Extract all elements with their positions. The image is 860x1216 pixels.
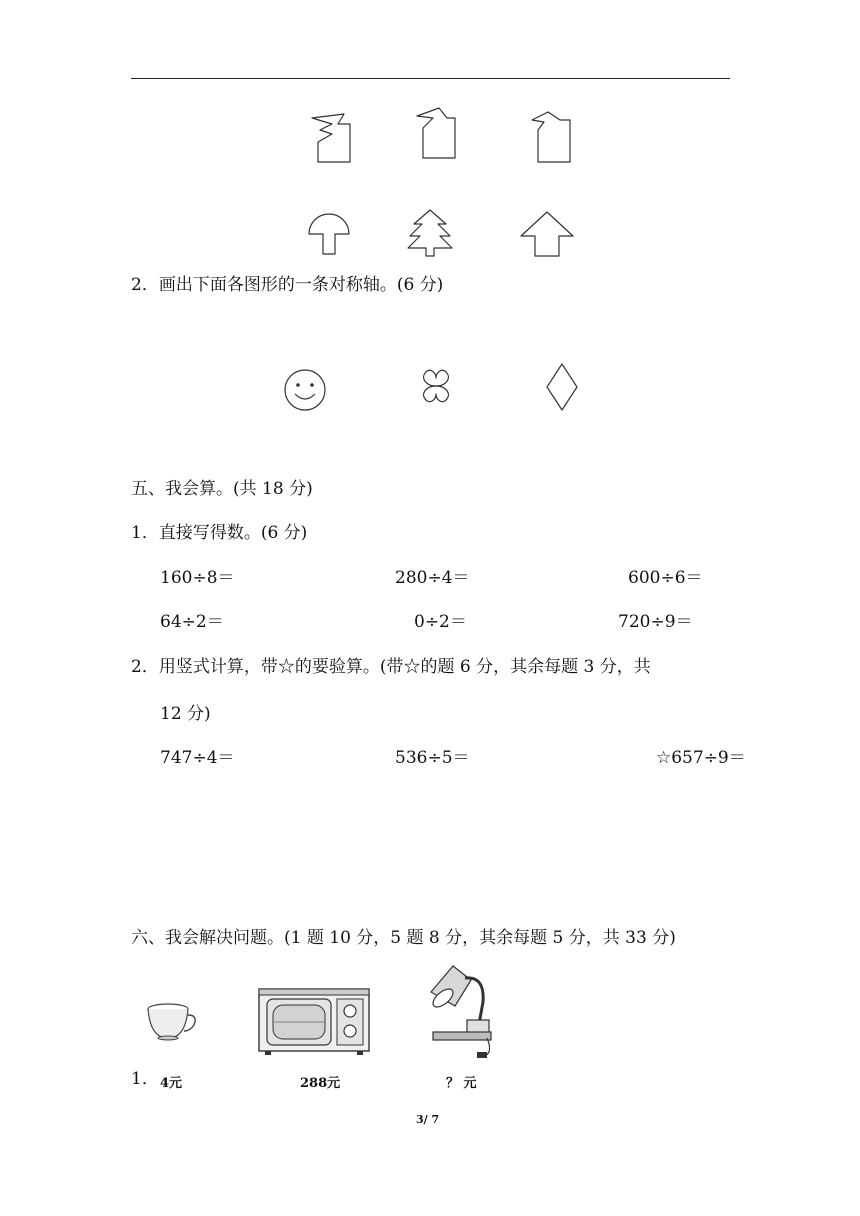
calc-item: 64÷2＝ <box>160 612 224 632</box>
section-5-q2-label: 2．用竖式计算，带☆的要验算。(带☆的题 6 分，其余每题 3 分，共 <box>131 657 651 677</box>
desk-lamp-icon <box>427 962 499 1062</box>
mushroom-shape-icon <box>307 212 351 256</box>
folded-shape-icon <box>308 112 354 166</box>
calc-item: 600÷6＝ <box>628 568 703 588</box>
price-label: 4元 <box>160 1076 183 1091</box>
section-5-q1-label: 1．直接写得数。(6 分) <box>131 523 308 543</box>
calc-item: 720÷9＝ <box>618 612 693 632</box>
clover-icon <box>414 366 458 406</box>
long-division-item: 536÷5＝ <box>395 748 470 768</box>
header-rule <box>131 78 730 79</box>
microwave-icon <box>257 985 371 1057</box>
section-6-title: 六、我会解决问题。(1 题 10 分，5 题 8 分，其余每题 5 分，共 33 分) <box>131 928 676 948</box>
question-number: 1． <box>131 1069 159 1089</box>
price-label: 288元 <box>300 1076 341 1091</box>
question-2-label: 2．画出下面各图形的一条对称轴。(6 分) <box>131 275 444 295</box>
rhombus-icon <box>545 362 579 412</box>
section-5-q2-label-cont: 12 分) <box>160 704 211 724</box>
folded-shape-icon <box>530 110 574 164</box>
arrow-shape-icon <box>519 212 575 256</box>
long-division-item: ☆657÷9＝ <box>656 748 746 768</box>
section-5-title: 五、我会算。(共 18 分) <box>131 479 313 499</box>
tree-shape-icon <box>406 210 454 256</box>
teacup-icon <box>146 1003 198 1041</box>
smiley-face-icon <box>283 368 327 412</box>
calc-item: 280÷4＝ <box>395 568 470 588</box>
page-number: 3/ 7 <box>416 1113 440 1126</box>
calc-item: 160÷8＝ <box>160 568 235 588</box>
price-label: ？ 元 <box>446 1076 477 1091</box>
long-division-item: 747÷4＝ <box>160 748 235 768</box>
folded-shape-icon <box>415 108 459 162</box>
calc-item: 0÷2＝ <box>414 612 467 632</box>
